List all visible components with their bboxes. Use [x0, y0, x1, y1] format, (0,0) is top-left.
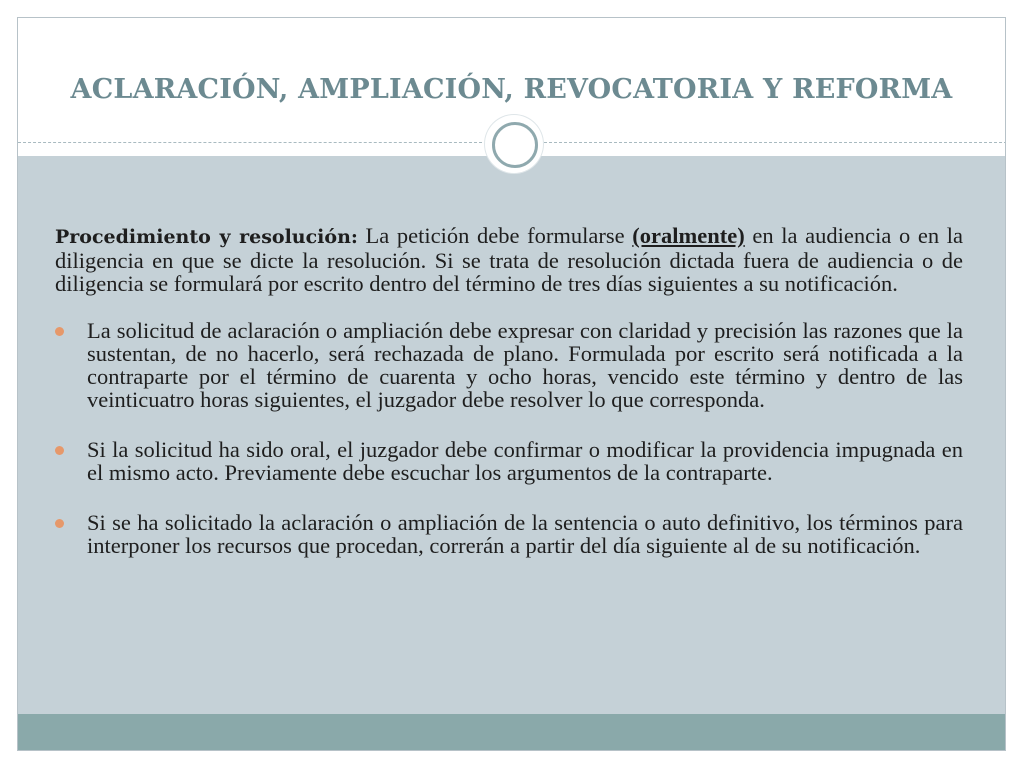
slide-title: ACLARACIÓN, AMPLIACIÓN, REVOCATORIA Y REFORMA	[70, 74, 953, 105]
list-item	[55, 319, 963, 411]
bullet-dot-icon	[55, 446, 64, 455]
bullet-text: La solicitud de aclaración o ampliación debe expresar con claridad y precisión las razones que la sustentan, de no hacerlo, será rechazada de plano. Formulada por escrito será notificada a la contraparte por el término de cuarenta y ocho horas, vencido este término y dentro de las veinticuatro horas siguientes, el juzgador debe resolver lo que corresponda.	[87, 318, 963, 412]
bullet-text: Si se ha solicitado la aclaración o ampliación de la sentencia o auto definitivo, los términos para interponer los recursos que procedan, correrán a partir del día siguiente al de su notificación.	[87, 510, 963, 558]
intro-label: Procedimiento y resolución:	[55, 226, 358, 248]
intro-text-before: La petición debe formularse	[357, 223, 633, 248]
intro-text-after: en la audiencia o en la diligencia en que se dicte la resolución. Si se trata de resolución dictada fuera de audiencia o de diligencia se formulará por escrito dentro del término de tres días siguientes a su notificación.	[55, 223, 963, 296]
body-text	[55, 224, 963, 584]
intro-paragraph	[55, 224, 963, 295]
bullet-dot-icon	[55, 519, 64, 528]
slide-content	[18, 156, 1005, 716]
circle-ornament-icon	[485, 115, 543, 173]
list-item	[55, 511, 963, 557]
bullet-dot-icon	[55, 327, 64, 336]
header-divider-right	[544, 142, 1006, 143]
header-divider-left	[18, 142, 482, 143]
ring-icon	[492, 122, 538, 168]
bullet-list	[55, 319, 963, 557]
intro-emphasis: (oralmente)	[632, 223, 745, 248]
slide-frame	[17, 17, 1006, 751]
footer-band	[18, 714, 1005, 750]
bullet-text: Si la solicitud ha sido oral, el juzgador debe confirmar o modificar la providencia impugnada en el mismo acto. Previamente debe escuchar los argumentos de la contraparte.	[87, 437, 963, 485]
list-item	[55, 438, 963, 484]
